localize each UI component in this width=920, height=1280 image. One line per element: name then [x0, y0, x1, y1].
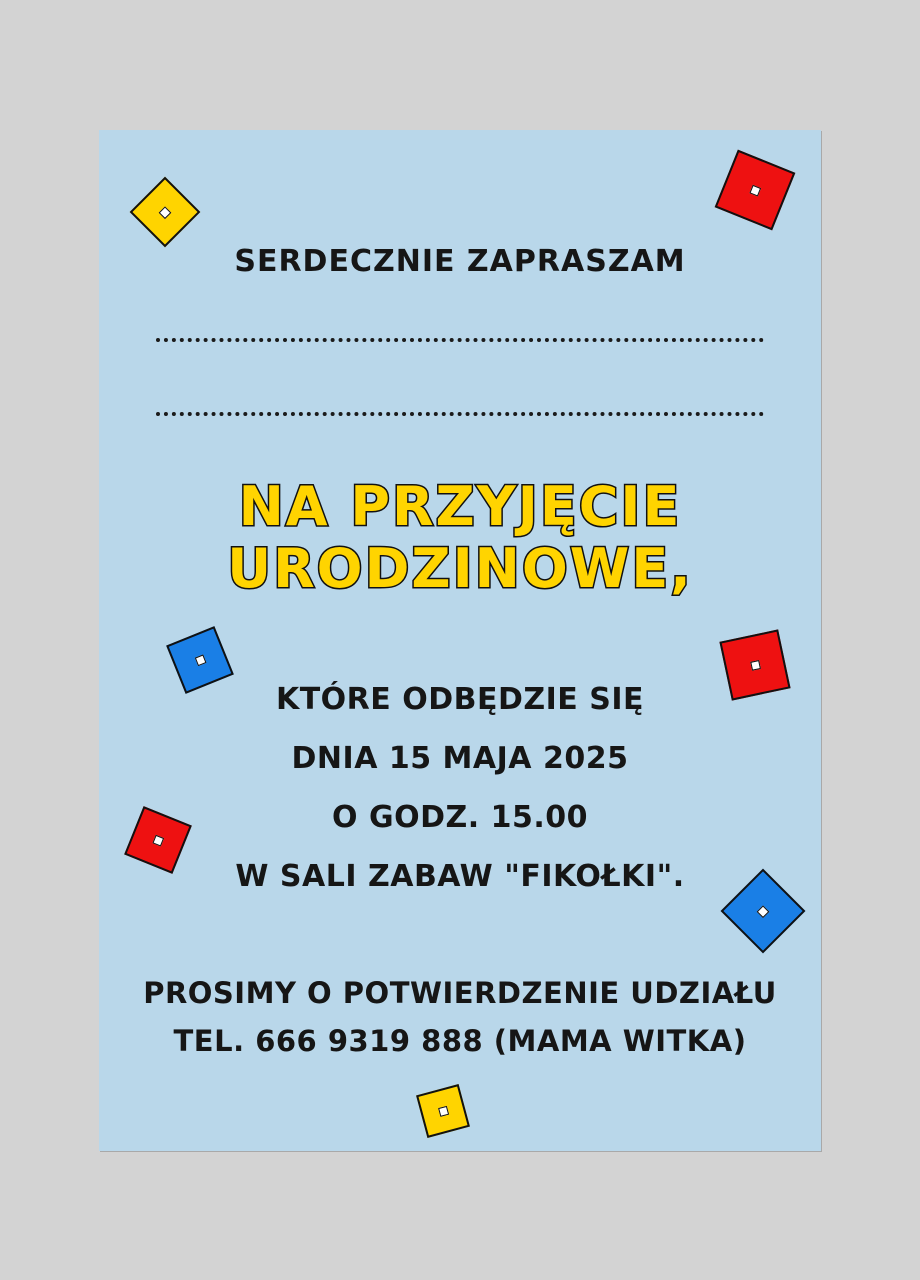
headline-line-2: URODZINOWE, [227, 537, 693, 600]
rsvp-request: PROSIMY O POTWIERDZENIE UDZIAŁU [143, 976, 777, 1010]
rsvp-phone: TEL. 666 9319 888 (MAMA WITKA) [173, 1024, 747, 1058]
details-date: DNIA 15 MAJA 2025 [291, 741, 629, 776]
name-blank-line-1 [156, 338, 764, 342]
confetti-yellow-square-icon [416, 1084, 470, 1138]
confetti-red-square-icon [715, 150, 796, 231]
invitation-greeting: SERDECZNIE ZAPRASZAM [234, 244, 686, 279]
details-line-1: KTÓRE ODBĘDZIE SIĘ [275, 682, 645, 717]
details-time: O GODZ. 15.00 [332, 800, 588, 835]
headline [99, 476, 821, 600]
details-venue: W SALI ZABAW "FIKOŁKI". [235, 859, 685, 894]
confetti-yellow-square-icon [130, 177, 201, 248]
invitation-card [99, 130, 821, 1151]
confetti-red-square-icon [719, 629, 790, 700]
name-blank-line-2 [156, 412, 764, 416]
headline-line-1: NA PRZYJĘCIE [238, 475, 682, 538]
